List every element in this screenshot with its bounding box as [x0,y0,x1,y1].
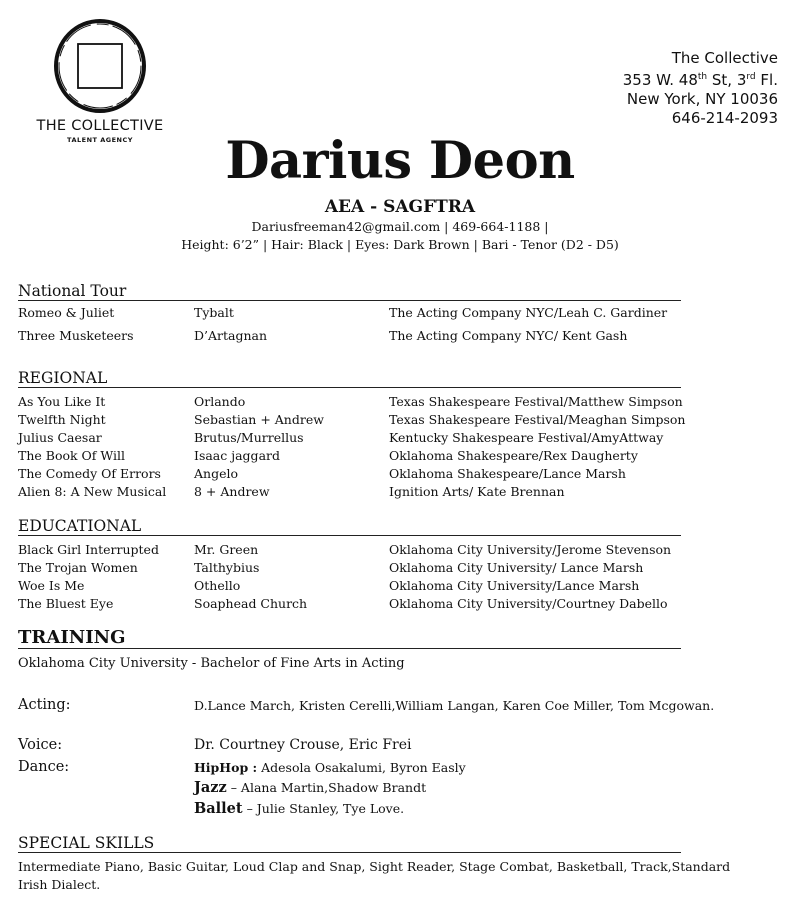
acting-teachers: D.Lance March, Kristen Cerelli,William Langan, Karen Coe Miller, Tom Mcgowan. [194,698,715,713]
credit-row: The Book Of Will Isaac jaggard Oklahoma Shakespeare/Rex Daugherty [18,448,638,463]
dance-hiphop: HipHop : Adesola Osakalumi, Byron Easly [194,760,466,775]
section-heading-training: TRAINING [18,628,681,649]
section-heading-educational: EDUCATIONAL [18,517,681,536]
credit-row: Black Girl Interrupted Mr. Green Oklahoma City University/Jerome Stevenson [18,542,672,557]
contact-info: Dariusfreeman42@gmail.com | 469-664-1188 | [251,219,549,234]
degree: Oklahoma City University - Bachelor of Fine Arts in Acting [18,656,405,671]
credit-row: Three Musketeers D’Artagnan The Acting Company NYC/ Kent Gash [18,328,628,343]
credit-row: The Bluest Eye Soaphead Church Oklahoma City University/Courtney Dabello [18,596,668,611]
agency-address [623,49,778,128]
physical-stats: Height: 6’2” | Hair: Black | Eyes: Dark Brown | Bari - Tenor (D2 - D5) [181,237,619,252]
credit-row: The Comedy Of Errors Angelo Oklahoma Shakespeare/Lance Marsh [18,466,626,481]
credit-row: As You Like It Orlando Texas Shakespeare Festival/Matthew Simpson [18,394,683,409]
section-heading-regional: REGIONAL [18,369,681,388]
section-heading-national-tour: National Tour [18,282,681,301]
dance-label: Dance: [18,759,70,775]
dance-ballet: Ballet – Julie Stanley, Tye Love. [194,800,405,817]
agency-street: 353 W. 48th St, 3rd Fl. [622,71,778,89]
logo-subtitle: TALENT AGENCY [67,136,133,144]
logo-ring-icon [52,16,148,116]
skills-line-1: Intermediate Piano, Basic Guitar, Loud Clap and Snap, Sight Reader, Stage Combat, Basketball, Track,Standard [18,859,731,874]
credit-row: Julius Caesar Brutus/Murrellus Kentucky Shakespeare Festival/AmyAttway [18,430,664,445]
credit-row: Alien 8: A New Musical 8 + Andrew Ignition Arts/ Kate Brennan [18,484,565,499]
agency-name: The Collective [671,49,778,67]
agency-city: New York, NY 10036 [626,90,778,108]
credit-row: Romeo & Juliet Tybalt The Acting Company NYC/Leah C. Gardiner [18,305,668,320]
dance-jazz: Jazz – Alana Martin,Shadow Brandt [194,779,427,796]
skills-line-2: Irish Dialect. [18,877,101,892]
voice-label: Voice: [18,737,63,753]
credit-row: Woe Is Me Othello Oklahoma City University/Lance Marsh [18,578,640,593]
actor-name: Darius Deon [225,131,575,191]
credit-row: Twelfth Night Sebastian + Andrew Texas Shakespeare Festival/Meaghan Simpson [18,412,686,427]
union-affiliation: AEA - SAGFTRA [324,197,476,217]
section-heading-special-skills: SPECIAL SKILLS [18,834,681,853]
logo-name: THE COLLECTIVE [36,118,164,134]
acting-label: Acting: [18,697,71,713]
agency-phone: 646-214-2093 [671,109,778,127]
credit-row: The Trojan Women Talthybius Oklahoma City University/ Lance Marsh [18,560,644,575]
voice-teachers: Dr. Courtney Crouse, Eric Frei [194,737,412,753]
